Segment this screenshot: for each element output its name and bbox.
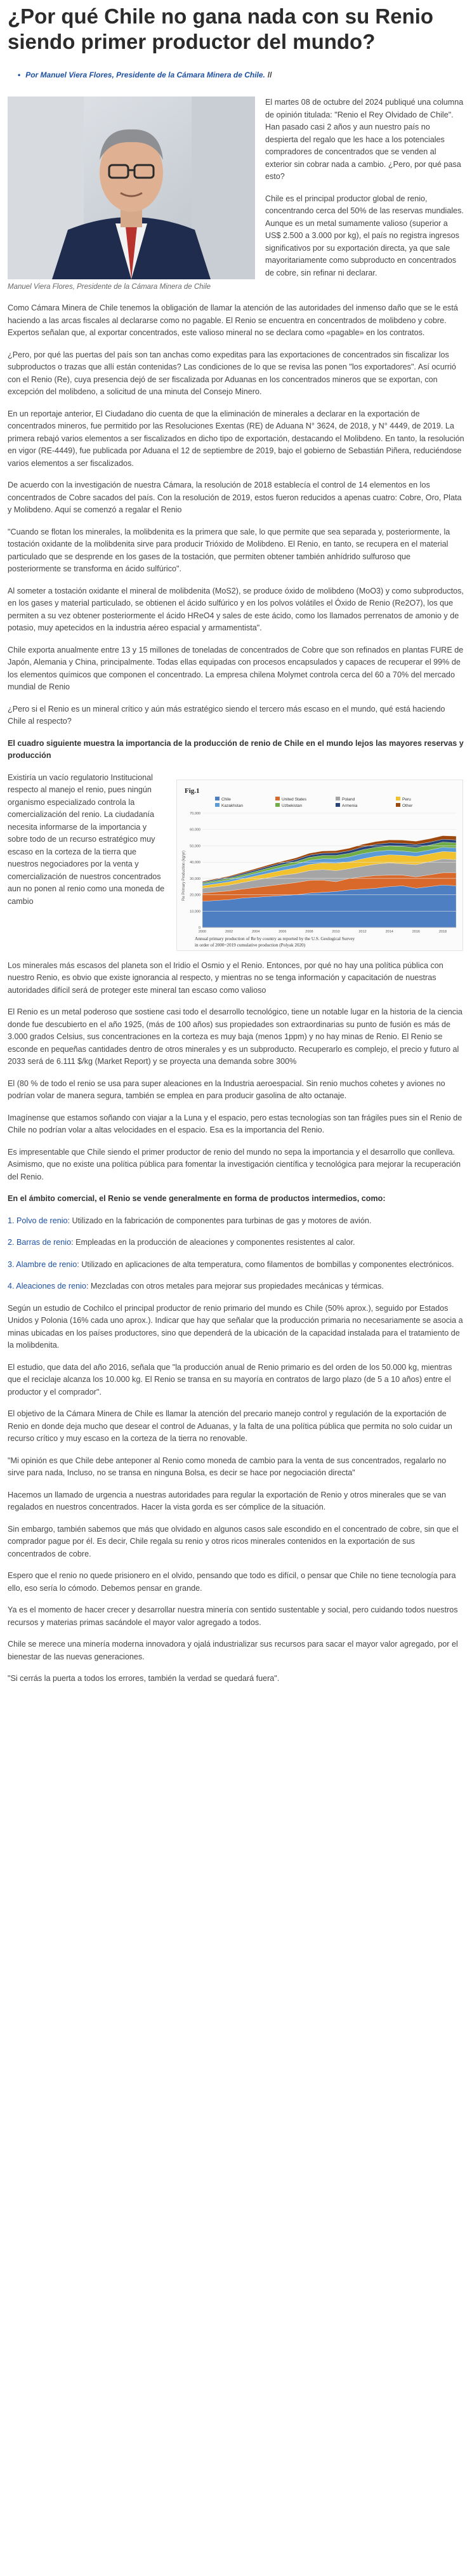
- closing-quote: "Si cerrás la puerta a todos los errores, también la verdad se quedará fuera".: [8, 1674, 280, 1683]
- paragraph: Chile se merece una minería moderna innovadora y ojalá industrializar sus recursos para sacar el mayor valor agregado, por el bienestar de las nuevas generaciones.: [8, 1640, 458, 1661]
- legend-label: Uzbekistan: [282, 803, 303, 808]
- section-heading: El cuadro siguiente muestra la importancia de la producción de renio de Chile en el mundo lejos las mayores reservas y producción: [8, 738, 464, 760]
- chart-frame: [176, 780, 463, 951]
- byline-item: [18, 69, 464, 81]
- legend-swatch: [275, 803, 280, 807]
- chart-side-text: [8, 772, 165, 908]
- list-item: [8, 1280, 464, 1293]
- paragraph: ¿Pero si el Renio es un mineral crítico y aún más estratégico siendo el tercero más escaso en el mundo, qué está haciendo Chile al respecto?: [8, 704, 445, 726]
- x-tick-label: 2004: [252, 929, 260, 934]
- paragraph: Imagínense que estamos soñando con viajar a la Luna y el espacio, pero estas tecnologías son tan frágiles pues sin el Renio de Chile no podrían volar a altas velocidades en el espacio. Esa es la importancia del Renio.: [8, 1113, 462, 1134]
- paragraph: "Cuando se flotan los minerales, la molibdenita es la primera que sale, lo que permite que sea separada y, posteriormente, la tostación oxidante de la molibdenita sirve para producir Trióxido de Molibdeno. El Renio, en tanto, se recupera en el material particulado que se desprende en los gases de la tostación, que permiten obtener también anhídrido sulfuroso que posteriormente se transforma en ácido sulfúrico".: [8, 527, 450, 573]
- author-caption: Manuel Viera Flores, Presidente de la Cámara Minera de Chile: [8, 283, 211, 291]
- y-tick-label: 70,000: [190, 811, 200, 816]
- legend-label: United States: [282, 797, 307, 802]
- paragraph: El estudio, que data del año 2016, señala que "la producción anual de Renio primario es del orden de los 50.000 kg, mientras que el reciclaje alcanza los 10.000 kg. El Renio se transa en su mayoría en contratos de largo plazo (de 5 a 10 años) entre el productor y el comprador".: [8, 1362, 452, 1397]
- paragraph: El objetivo de la Cámara Minera de Chile es llamar la atención del precario manejo control y regulación de la exportación de Renio en donde deja mucho que desear el control de Aduanas, y la falta de una política pública que permita no solo cuidar un recurso crítico y muy escaso en la corteza de la tierra no renovable.: [8, 1409, 452, 1443]
- y-tick-label: 60,000: [190, 828, 200, 832]
- paragraph: Ya es el momento de hacer crecer y desarrollar nuestra minería con sentido sustentable y social, pero cuidando todos nuestros recursos y materias primas sacándole el mayor valor agregado a todos.: [8, 1605, 458, 1627]
- paragraph: Existiría un vacío regulatorio Institucional respecto al manejo el renio, pues ningún organismo especializado controla la comercialización del renio. La ciudadanía necesita informarse de la importancia y sobre todo de un recurso estratégico muy escaso en la corteza de la tierra que nuestros negociadores por la venta y comercialización de nuestros concentrados aun no ponen al renio como una moneda de cambio: [8, 773, 165, 906]
- x-tick-label: 2014: [385, 929, 393, 934]
- byline-tail: //: [267, 70, 272, 79]
- paragraph: "Mi opinión es que Chile debe anteponer al Renio como moneda de cambio para la venta de sus concentrados, regalarlo no sirve para nada, Incluso, no se transa en ninguna Bolsa, es decir se hace por negociación directa": [8, 1456, 447, 1477]
- author-portrait-image: [8, 96, 255, 279]
- legend-swatch: [396, 797, 400, 800]
- paragraph: Espero que el renio no quede prisionero en el olvido, pensando que todo es difícil, o pensar que Chile no tiene tecnología para ello, eso sería lo cómodo. Debemos pensar en grande.: [8, 1571, 456, 1593]
- y-tick-label: 0: [198, 926, 200, 930]
- legend-label: Other: [402, 803, 413, 808]
- chart-caption: Annual primary production of Re by country as reported by the U.S. Geological Survey: [195, 936, 355, 941]
- rhenium-production-chart: [176, 780, 463, 951]
- paragraph: En un reportaje anterior, El Ciudadano dio cuenta de que la eliminación de minerales a declarar en la exportación de concentrados mineros, fue permitido por las Resoluciones Exentas (RE) de Aduana N° 3624, de 2018, y N° 4449, de 2019. La primera rebajó varios elementos a ser fiscalizados en dicho tipo de exportación, destacando el Molibdeno. En tanto, la resolución en vigor (RE-4449), fue publicada por Aduana el 12 de septiembre de 2019, bajo el gobierno de Sebastián Piñera, reduciéndose varios elementos a ser fiscalizados.: [8, 409, 464, 468]
- list-item-text: : Utilizado en la fabricación de componentes para turbinas de gas y motores de avión.: [67, 1216, 372, 1225]
- paragraph: Como Cámara Minera de Chile tenemos la obligación de llamar la atención de las autoridades del inmenso daño que se le está haciendo a las arcas fiscales al declararse como no pagable. El Renio se encuentra en concentrados de molibdeno y cobre. Expertos señalan que, al exportar concentrados, este valioso mineral no se declara como «pagable» en los contratos.: [8, 303, 458, 337]
- list-item: [8, 1237, 464, 1249]
- chart-ylabel: Re Primary Production (kg/yr): [182, 850, 186, 901]
- legend-swatch: [275, 797, 280, 800]
- chart-legend: [215, 797, 413, 808]
- list-item-text: : Mezcladas con otros metales para mejorar sus propiedades mecánicas y térmicas.: [86, 1282, 384, 1291]
- legend-label: Poland: [342, 797, 355, 802]
- y-tick-label: 10,000: [190, 909, 200, 913]
- legend-swatch: [336, 803, 340, 807]
- byline: [8, 69, 464, 81]
- chart-title: Fig.1: [185, 787, 200, 795]
- y-tick-label: 40,000: [190, 860, 200, 865]
- x-tick-label: 2012: [358, 929, 367, 934]
- list-item-title: 1. Polvo de renio: [8, 1216, 68, 1225]
- paragraph: El martes 08 de octubre del 2024 publiqué una columna de opinión titulada: "Renio el Rey Olvidado de Chile". Han pasado casi 2 años y aun nuestro país no despierta del regalo que les hace a los potenciales compradores de concentrados que se venden al exterior sin cobrar nada a cambio. ¿Pero, por qué pasa esto?: [265, 98, 464, 181]
- x-tick-label: 2018: [438, 929, 447, 934]
- paragraph: El (80 % de todo el renio se usa para super aleaciones en la Industria aeroespacial. Sin renio muchos cohetes y aviones no podrían volar de manera segura, también se emplea en para producir gasolina de alto octanaje.: [8, 1079, 445, 1100]
- bullet-icon: •: [18, 70, 21, 79]
- section-heading: En el ámbito comercial, el Renio se vende generalmente en forma de productos intermedios, como:: [8, 1194, 386, 1203]
- chart-svg: [177, 780, 464, 951]
- list-item: [8, 1259, 464, 1271]
- paragraph: Según un estudio de Cochilco el principal productor de renio primario del mundo es Chile (50% aprox.), seguido por Estados Unidos y Polonia (16% cada uno aprox.). Indicar que hay que señalar que la producción primaria no necesariamente se asocia a minas ubicadas en los países productores, sino que dependerá de la ubicación de la capacidad instalada para el tratamiento de la molibdenita.: [8, 1303, 463, 1350]
- paragraph: De acuerdo con la investigación de nuestra Cámara, la resolución de 2018 establecía el control de 14 elementos en los concentrados de Cobre sacados del país. Con la resolución de 2019, estos fueron reducidos a apenas cuatro: Cobre, Oro, Plata y Molibdeno. Aquí se comenzó a regalar el Renio: [8, 481, 462, 514]
- article-title: ¿Por qué Chile no gana nada con su Renio siendo primer productor del mundo?: [8, 4, 434, 53]
- list-item-title: 4. Aleaciones de renio: [8, 1282, 86, 1291]
- list-item-text: : Utilizado en aplicaciones de alta temperatura, como filamentos de bombillas y componentes electrónicos.: [77, 1259, 454, 1269]
- legend-label: Chile: [221, 797, 231, 802]
- y-tick-label: 20,000: [190, 893, 200, 898]
- paragraph: Los minerales más escasos del planeta son el Iridio el Osmio y el Renio. Entonces, por qué no hay una política pública con nuestro Renio, es obvio que existe ignorancia al respecto, y mientras no se tenga información y capacitación de nuestras autoridades difícil será de proteger este mineral tan escaso como valioso: [8, 960, 443, 995]
- legend-label: Armenia: [342, 803, 358, 808]
- chart-caption-line2: in order of 2000~2019 cumulative production (Polyak 2020): [195, 942, 306, 948]
- paragraph: ¿Pero, por qué las puertas del país son tan anchas como expeditas para las exportaciones de concentrados sin fiscalizar los subproductos o trazas que allí están contenidas? Las condiciones de lo que se revisa las ponen "los exportadores". Así ocurrió con el Renio (Re), cuya presencia dejó de ser fiscalizada por Aduanas en los concentrados mineros que se exportan, con excepción del molibdeno, a solicitud de una minuta del Consejo Minero.: [8, 350, 456, 396]
- author-link[interactable]: Por Manuel Viera Flores, Presidente de la Cámara Minera de Chile.: [25, 70, 265, 79]
- y-tick-label: 30,000: [190, 877, 200, 881]
- list-item-title: 2. Barras de renio: [8, 1238, 72, 1247]
- x-tick-label: 2010: [332, 929, 340, 934]
- paragraph: Hacemos un llamado de urgencia a nuestras autoridades para regular la exportación de Renio y otros minerales que se van regalados en nuestros concentrados. Hacer la vista gorda es ser cómplice de la situación.: [8, 1490, 446, 1511]
- list-item-title: 3. Alambre de renio: [8, 1259, 77, 1269]
- x-tick-label: 2008: [305, 929, 313, 934]
- x-tick-label: 2016: [412, 929, 420, 934]
- list-item-text: : Empleadas en la producción de aleaciones y componentes resistentes al calor.: [71, 1238, 355, 1247]
- chart-areas: [202, 835, 456, 927]
- paragraph: Al someter a tostación oxidante el mineral de molibdenita (MoS2), se produce óxido de molibdeno (MoO3) y como subproductos, en los gases y material particulado, se obtienen el ácido sulfúrico y en los polvos volátiles el Óxido de Renio (Re2O7), los que permiten a su vez obtener posteriormente el ácido HReO4 y sales de este ácido, como los llamados perrenatos de amonio y de potasio, muy apetecidos en la industria aéreo espacial y armamentista".: [8, 586, 464, 632]
- paragraph: Sin embargo, también sabemos que más que olvidado en algunos casos sale escondido en el concentrado de cobre, sin que el comprador pague por él. Es decir, Chile regala su renio y otros ricos minerales contenidos en la exportación de sus concentrados de cobre.: [8, 1524, 459, 1558]
- paragraph: Chile exporta anualmente entre 13 y 15 millones de toneladas de concentrados de Cobre que son refinados en plantas FURE de Japón, Alemania y China, principalmente. Todas ellas equipadas con procesos encapsulados y capaces de recuperar el 99% de los elementos químicos que componen el concentrado. La empresa chilena Molymet controla cerca del 60 a 70% del mercado mundial de Renio: [8, 645, 464, 691]
- paragraph: Es impresentable que Chile siendo el primer productor de renio del mundo no sepa la importancia y el desarrollo que conlleva. Asimismo, que no existe una política pública para fomentar la investigación científica y tecnológica para mejorar la recuperación del Renio.: [8, 1147, 461, 1181]
- legend-swatch: [396, 803, 400, 807]
- legend-swatch: [336, 797, 340, 800]
- legend-swatch: [215, 803, 220, 807]
- legend-label: Peru: [402, 797, 411, 802]
- y-tick-label: 50,000: [190, 844, 200, 848]
- chart-section: [8, 772, 464, 951]
- list-item: [8, 1215, 464, 1228]
- x-tick-label: 2006: [279, 929, 287, 934]
- author-photo: [8, 96, 255, 279]
- paragraph: El Renio es un metal poderoso que sostiene casi todo el desarrollo tecnológico, tiene un notable lugar en la historia de la ciencia donde fue descubierto en el año 1925, (más de 100 años) sus propiedades son extraordinarias su punto de fusión es más de 3.000 grados Celsius, sus concentraciones en la corteza es muy baja (menos 1ppm) y no hay minas de Renio. El Renio se esconde en pequeñas cantidades dentro de otros minerales y es un subproducto. Recuperarlo es complejo, el precio y futuro al 2033 será de 6.111 $/kg (Market Report) y se proyecta una demanda sobre 300%: [8, 1007, 462, 1066]
- x-tick-label: 2000: [198, 929, 207, 934]
- intro-block: [8, 96, 464, 297]
- legend-label: Kazakhstan: [221, 803, 243, 808]
- author-figure: [8, 96, 255, 291]
- x-tick-label: 2002: [225, 929, 233, 934]
- legend-swatch: [215, 797, 220, 800]
- paragraph: Chile es el principal productor global de renio, concentrando cerca del 50% de las reservas mundiales. Aunque es un metal sumamente valioso (superior a US$ 2.500 a 3.000 por kg), el país no registra ingresos significativos por su exportación directa, ya que sale mayoritariamente como subproducto en concentrados de cobre, sin refinar ni declarar.: [265, 194, 464, 277]
